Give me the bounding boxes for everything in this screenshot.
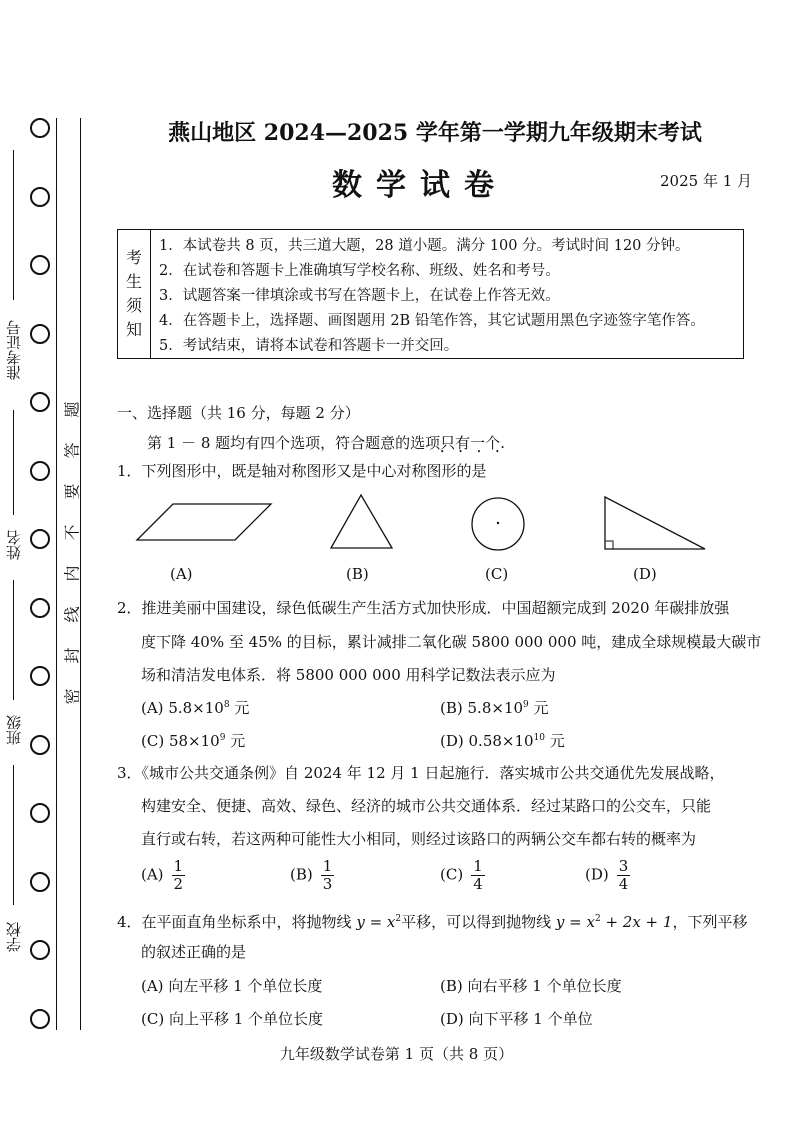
notice-item: 5．考试结束，请将本试卷和答题卡一并交回。 (159, 338, 459, 354)
binding-hole (30, 735, 50, 755)
exam-subtitle: 数学试卷 (332, 168, 508, 203)
notice-heading-char: 生 (125, 272, 142, 291)
parallelogram-shape (135, 500, 275, 545)
section-note-prefix: 第 1 － 8 题均有四个选项，符合题意的选项 (147, 434, 441, 452)
q1-label-d: (D) (633, 565, 657, 583)
q1-label-c: (C) (485, 565, 509, 583)
binding-hole (30, 118, 50, 138)
binding-hole (30, 255, 50, 275)
seal-char: 密 (62, 688, 82, 705)
q4-option-d: (D) 向下平移 1 个单位 (440, 1010, 593, 1028)
binding-margin (0, 0, 90, 1123)
question-2-line: 2．推进美丽中国建设，绿色低碳生产生活方式加快形成．中国超额完成到 2020 年碳排放强 (117, 599, 730, 617)
q2-option-c: (C) $58\times 10^9$ 元 (141, 732, 246, 750)
binding-hole (30, 461, 50, 481)
section-note-suffix: . (500, 434, 505, 452)
section-note-emphasis: 只有一个 • • • • (440, 434, 500, 452)
candidate-notice (117, 229, 744, 359)
exam-date: 2025 年 1 月 (660, 172, 753, 190)
q3-option-a: (A) $\frac{1}{2}$ (141, 857, 184, 893)
triangle-shape (328, 492, 398, 552)
binding-hole (30, 666, 50, 686)
school-label: 学校 (5, 922, 23, 952)
binding-line-inner (56, 118, 57, 1030)
seal-line-notice (60, 398, 82, 708)
question-3-line: 3．《城市公共交通条例》自 2024 年 12 月 1 日起施行．落实城市公共交通优先发展战略， (117, 764, 725, 782)
circle-shape (468, 494, 528, 554)
right-triangle-shape (600, 494, 710, 554)
q4-option-b: (B) 向右平移 1 个单位长度 (440, 977, 622, 995)
seal-char: 内 (62, 565, 82, 582)
notice-item: 1．本试卷共 8 页，共三道大题，28 道小题。满分 100 分。考试时间 120 分钟。 (159, 238, 690, 254)
binding-hole (30, 598, 50, 618)
binding-hole (30, 1009, 50, 1029)
question-4-line: 的叙述正确的是 (141, 943, 247, 961)
name-label: 姓名 (5, 530, 23, 560)
notice-item: 2．在试卷和答题卡上准确填写学校名称、班级、姓名和考号。 (159, 263, 560, 279)
binding-hole (30, 187, 50, 207)
notice-item: 3．试题答案一律填涂或书写在答题卡上，在试卷上作答无效。 (159, 288, 560, 304)
q4-option-c: (C) 向上平移 1 个单位长度 (141, 1010, 324, 1028)
q2-option-d: (D) $0.58\times 10^{10}$ 元 (440, 732, 565, 750)
notice-heading-char: 考 (125, 248, 142, 267)
exam-title: 燕山地区 2024—2025 学年第一学期九年级期末考试 (168, 120, 702, 146)
section-heading: 一、选择题（共 16 分，每题 2 分） (117, 404, 360, 422)
q3-option-c: (C) $\frac{1}{4}$ (440, 857, 483, 893)
exam-id-label: 准考证号 (5, 320, 23, 380)
q3-option-b: (B) $\frac{1}{3}$ (290, 857, 333, 893)
question-2-line: 度下降 40% 至 45% 的目标，累计减排二氧化碳 5800 000 000 吨，建成全球规模最大碳市 (141, 633, 762, 651)
name-underline (13, 410, 14, 515)
seal-char: 封 (62, 647, 82, 664)
seal-char: 不 (62, 524, 82, 541)
notice-item: 4．在答题卡上，选择题、画图题用 2B 铅笔作答，其它试题用黑色字迹签字笔作答。 (159, 313, 705, 329)
binding-hole (30, 529, 50, 549)
binding-hole (30, 940, 50, 960)
q2-option-b: (B) $5.8\times 10^9$ 元 (440, 699, 549, 717)
notice-heading-char: 须 (125, 296, 142, 315)
section-note (147, 432, 505, 453)
notice-heading-char: 知 (125, 320, 142, 339)
question-4-line: 4．在平面直角坐标系中，将抛物线 $y = x^2$平移，可以得到抛物线 $y = x^2 + 2x + 1$，下列平移 (117, 913, 748, 931)
seal-char: 线 (62, 606, 82, 623)
q1-label-b: (B) (346, 565, 369, 583)
class-underline (13, 580, 14, 700)
q4-option-a: (A) 向左平移 1 个单位长度 (141, 977, 323, 995)
q1-label-a: (A) (170, 565, 193, 583)
question-3-line: 构建安全、便捷、高效、绿色、经济的城市公共交通体系．经过某路口的公交车，只能 (141, 797, 712, 815)
school-underline (13, 765, 14, 905)
notice-heading (118, 230, 151, 358)
binding-hole (30, 872, 50, 892)
question-1-text: 1．下列图形中，既是轴对称图形又是中心对称图形的是 (117, 462, 487, 480)
seal-char: 题 (62, 401, 82, 418)
exam-id-underline (13, 150, 14, 300)
question-3-line: 直行或右转，若这两种可能性大小相同，则经过该路口的两辆公交车都右转的概率为 (141, 830, 697, 848)
binding-hole (30, 324, 50, 344)
binding-hole (30, 803, 50, 823)
q3-option-d: (D) $\frac{3}{4}$ (585, 857, 629, 893)
seal-char: 答 (62, 442, 82, 459)
page-footer: 九年级数学试卷第 1 页（共 8 页） (279, 1045, 514, 1063)
notice-items (151, 230, 705, 358)
seal-char: 要 (62, 483, 82, 500)
class-label: 班级 (5, 715, 23, 745)
binding-hole (30, 392, 50, 412)
q2-option-a: (A) $5.8\times 10^8$ 元 (141, 699, 250, 717)
question-2-line: 场和清洁发电体系．将 5800 000 000 用科学记数法表示应为 (141, 666, 556, 684)
